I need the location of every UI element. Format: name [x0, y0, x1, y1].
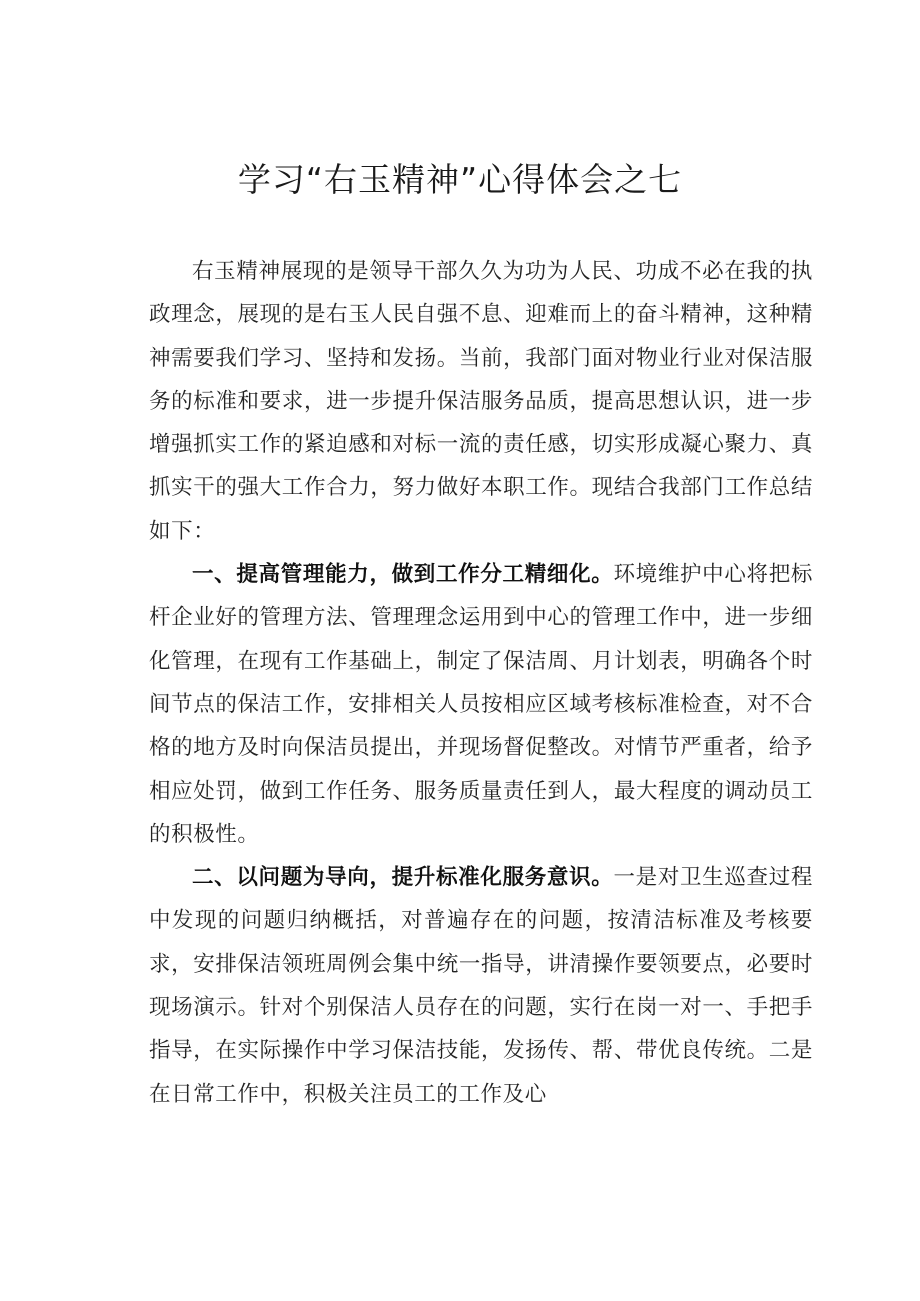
section-1-text: 环境维护中心将把标杆企业好的管理方法、管理理念运用到中心的管理工作中，进一步细化管理，在现有工作基础上，制定了保洁周、月计划表，明确各个时间节点的保洁工作，安排相关人员按相应区域考核标准检查，对不合格的地方及时向保洁员提出，并现场督促整改。对情节严重者，给予相应处罚，做到工作任务、服务质量责任到人，最大程度的调动员工的积极性。	[149, 562, 814, 847]
section-1-heading: 一、提高管理能力，做到工作分工精细化。	[192, 562, 614, 588]
document-title: 学习“右玉精神”心得体会之七	[237, 160, 683, 199]
paragraph-intro	[149, 250, 813, 553]
document-body	[149, 250, 813, 1116]
paragraph-section-2	[149, 856, 813, 1116]
paragraph-intro-text: 右玉精神展现的是领导干部久久为功为人民、功成不必在我的执政理念，展现的是右玉人民自强不息、迎难而上的奋斗精神，这种精神需要我们学习、坚持和发扬。当前，我部门面对物业行业对保洁服务的标准和要求，进一步提升保洁服务品质，提高思想认识，进一步增强抓实工作的紧迫感和对标一流的责任感，切实形成凝心聚力、真抓实干的强大工作合力，努力做好本职工作。现结合我部门工作总结如下：	[149, 259, 813, 544]
section-2-heading: 二、以问题为导向，提升标准化服务意识。	[192, 865, 614, 891]
section-2-text: 一是对卫生巡查过程中发现的问题归纳概括，对普遍存在的问题，按清洁标准及考核要求，安排保洁领班周例会集中统一指导，讲清操作要领要点，必要时现场演示。针对个别保洁人员存在的问题，实行在岗一对一、手把手指导，在实际操作中学习保洁技能，发扬传、帮、带优良传统。二是在日常工作中，积极关注员工的工作及心	[149, 865, 814, 1107]
paragraph-section-1	[149, 553, 813, 856]
